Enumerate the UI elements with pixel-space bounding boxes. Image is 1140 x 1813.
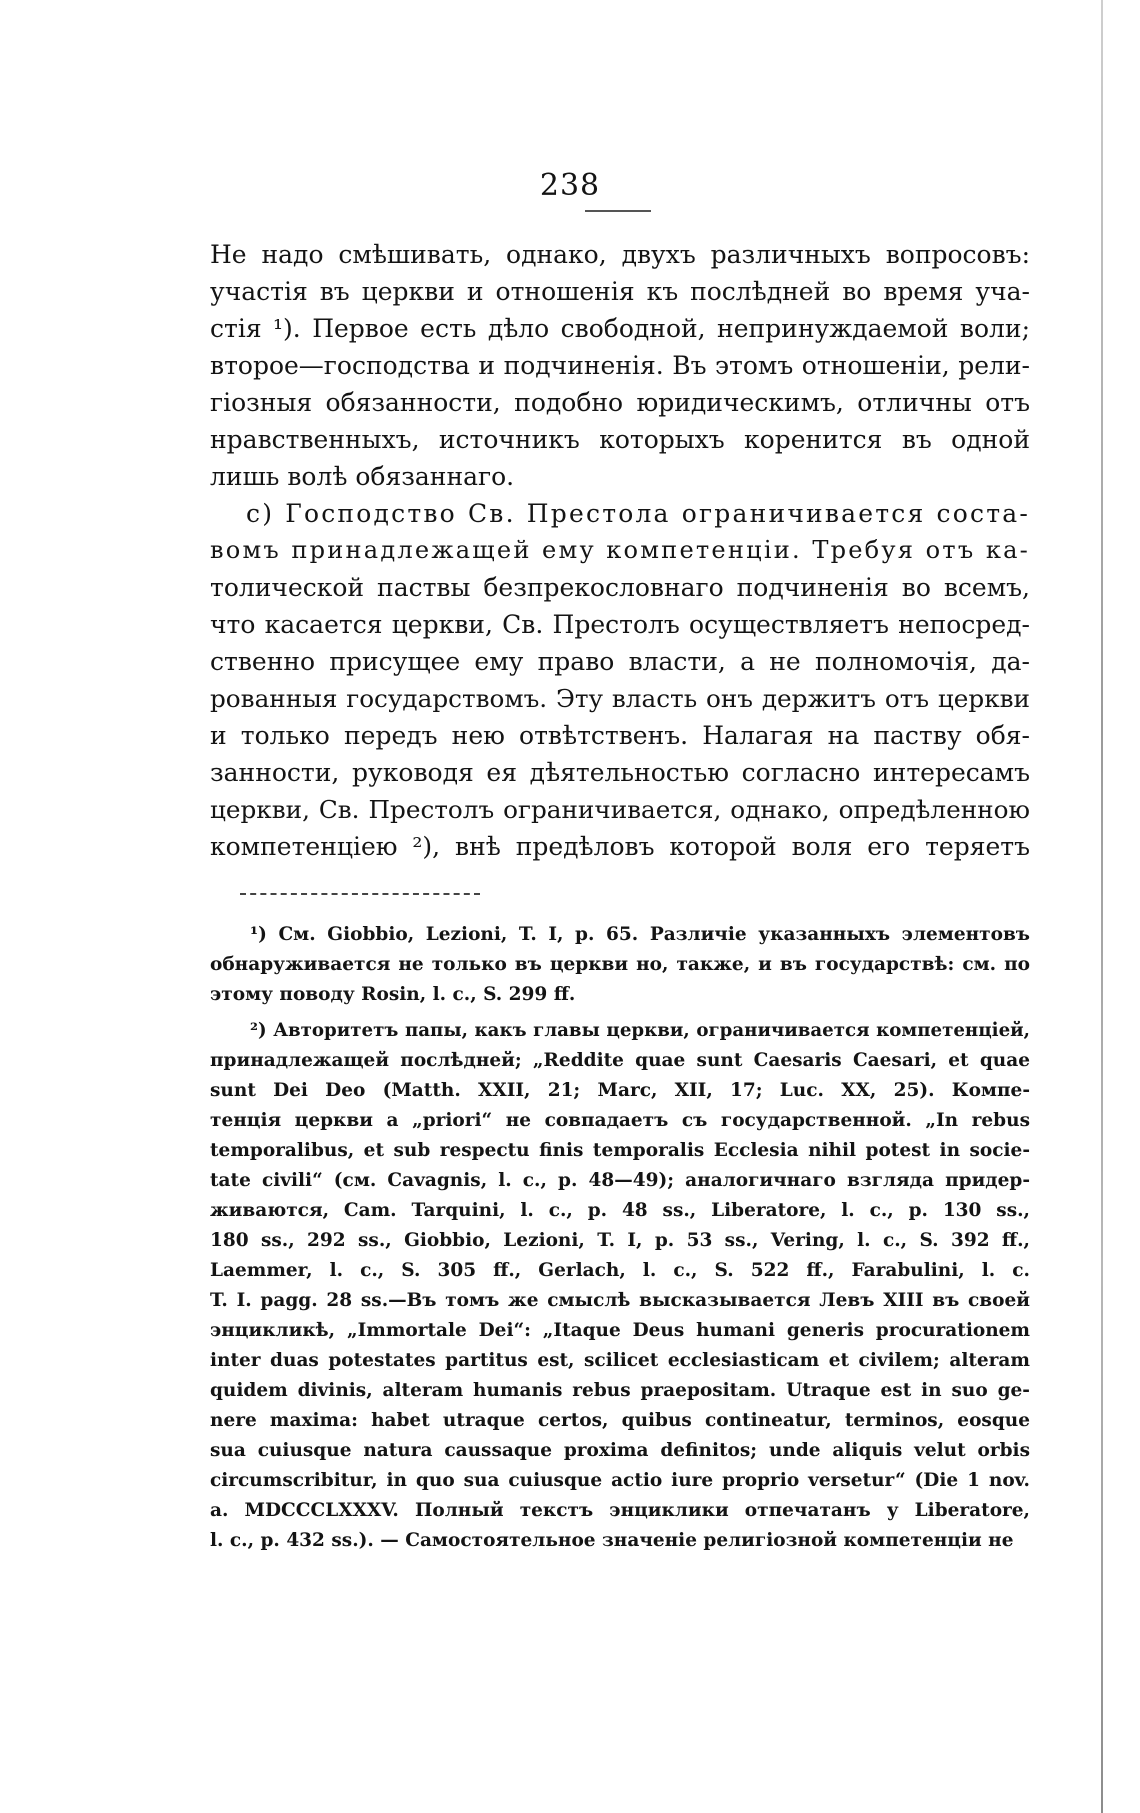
footnote-line: quidem divinis, alteram humanis rebus praepositam. Utraque est in suo ge- (210, 1380, 1030, 1401)
main-text (210, 236, 1030, 865)
footnote-line: Laemmer, l. c., S. 305 ff., Gerlach, l. c., S. 522 ff., Farabulini, l. c. (210, 1260, 1030, 1281)
page-edge-line (1101, 0, 1103, 1813)
footnote-line: тенція церкви a „priori“ не совпадаетъ съ государственной. „In rebus (210, 1110, 1030, 1131)
footnote-line: 180 ss., 292 ss., Giobbio, Lezioni, T. I, p. 53 ss., Vering, l. c., S. 392 ff., (210, 1230, 1030, 1251)
page-number: 238 (539, 168, 601, 203)
footnote-line: circumscribitur, in quo sua cuiusque actio iure proprio versetur“ (Die 1 nov. (210, 1470, 1030, 1491)
footnote-line: энцикликѣ, „Immortale Dei“: „Itaque Deus humani generis procurationem (210, 1320, 1030, 1341)
text-line: нравственныхъ, источникъ которыхъ коренится въ одной (210, 425, 1030, 454)
text-line: толической паствы безпрекословнаго подчиненія во всемъ, (210, 573, 1030, 602)
text-line: ственно присущее ему право власти, а не полномочія, да- (210, 647, 1030, 676)
text-line: с) Господство Св. Престола ограничивается соста- (246, 499, 1030, 528)
text-line: что касается церкви, Св. Престолъ осуществляетъ непосред- (210, 610, 1030, 639)
footnote-line: tate civili“ (см. Cavagnis, l. c., p. 48—49); аналогичнаго взгляда придер- (210, 1170, 1030, 1191)
text-line: занности, руководя ея дѣятельностью согласно интересамъ (210, 758, 1030, 787)
text-line: второе—господства и подчиненія. Въ этомъ отношеніи, рели- (210, 351, 1030, 380)
text-line: и только передъ нею отвѣтственъ. Налагая на паству обя- (210, 721, 1030, 750)
footnote-line: temporalibus, et sub respectu finis temporalis Ecclesia nihil potest in socie- (210, 1140, 1030, 1161)
text-line: стія ¹). Первое есть дѣло свободной, непринуждаемой воли; (210, 314, 1030, 343)
footnote-line: sua cuiusque natura caussaque proxima definitos; unde aliquis velut orbis (210, 1440, 1030, 1461)
footnote-line: l. c., p. 432 ss.). — Самостоятельное значеніе религіозной компетенціи не (210, 1530, 1014, 1551)
footnote-line: ¹) См. Giobbio, Lezioni, T. I, p. 65. Различіе указанныхъ элементовъ (250, 924, 1030, 945)
footnote-line: живаются, Cam. Tarquini, l. c., p. 48 ss., Liberatore, l. c., p. 130 ss., (210, 1200, 1030, 1221)
text-line: рованныя государствомъ. Эту власть онъ держитъ отъ церкви (210, 684, 1030, 713)
footnote-divider (240, 893, 480, 895)
text-line: участія въ церкви и отношенія къ послѣдней во время уча- (210, 277, 1030, 306)
text-line: церкви, Св. Престолъ ограничивается, однако, опредѣленною (210, 795, 1030, 824)
page-number-rule (585, 210, 651, 212)
footnote-line: sunt Dei Deo (Matth. XXII, 21; Marc, XII, 17; Luc. XX, 25). Компе- (210, 1080, 1030, 1101)
footnote-line: ²) Авторитетъ папы, какъ главы церкви, ограничивается компетенціей, (250, 1020, 1030, 1041)
footnote-line: этому поводу Rosin, l. c., S. 299 ff. (210, 984, 576, 1005)
footnotes (210, 920, 1030, 1556)
text-line: гіозныя обязанности, подобно юридическимъ, отличны отъ (210, 388, 1030, 417)
text-line: вомъ принадлежащей ему компетенціи. Требуя отъ ка- (210, 536, 1030, 564)
text-line: компетенціею ²), внѣ предѣловъ которой воля его теряетъ (210, 832, 1030, 861)
footnote-line: обнаруживается не только въ церкви но, также, и въ государствѣ: см. по (210, 954, 1030, 975)
footnote-line: T. I. pagg. 28 ss.—Въ томъ же смыслѣ высказывается Левъ XIII въ своей (210, 1290, 1030, 1311)
footnote-line: a. MDCCCLXXXV. Полный текстъ энциклики отпечатанъ у Liberatore, (210, 1500, 1030, 1521)
text-line: Не надо смѣшивать, однако, двухъ различныхъ вопросовъ: (210, 240, 1030, 269)
footnote-line: inter duas potestates partitus est, scilicet ecclesiasticam et civilem; alteram (210, 1350, 1030, 1371)
footnote-line: nere maxima: habet utraque certos, quibus contineatur, terminos, eosque (210, 1410, 1030, 1431)
text-line: лишь волѣ обязаннаго. (210, 462, 515, 491)
footnote-line: принадлежащей послѣдней; „Reddite quae sunt Caesaris Caesari, et quae (210, 1050, 1030, 1071)
